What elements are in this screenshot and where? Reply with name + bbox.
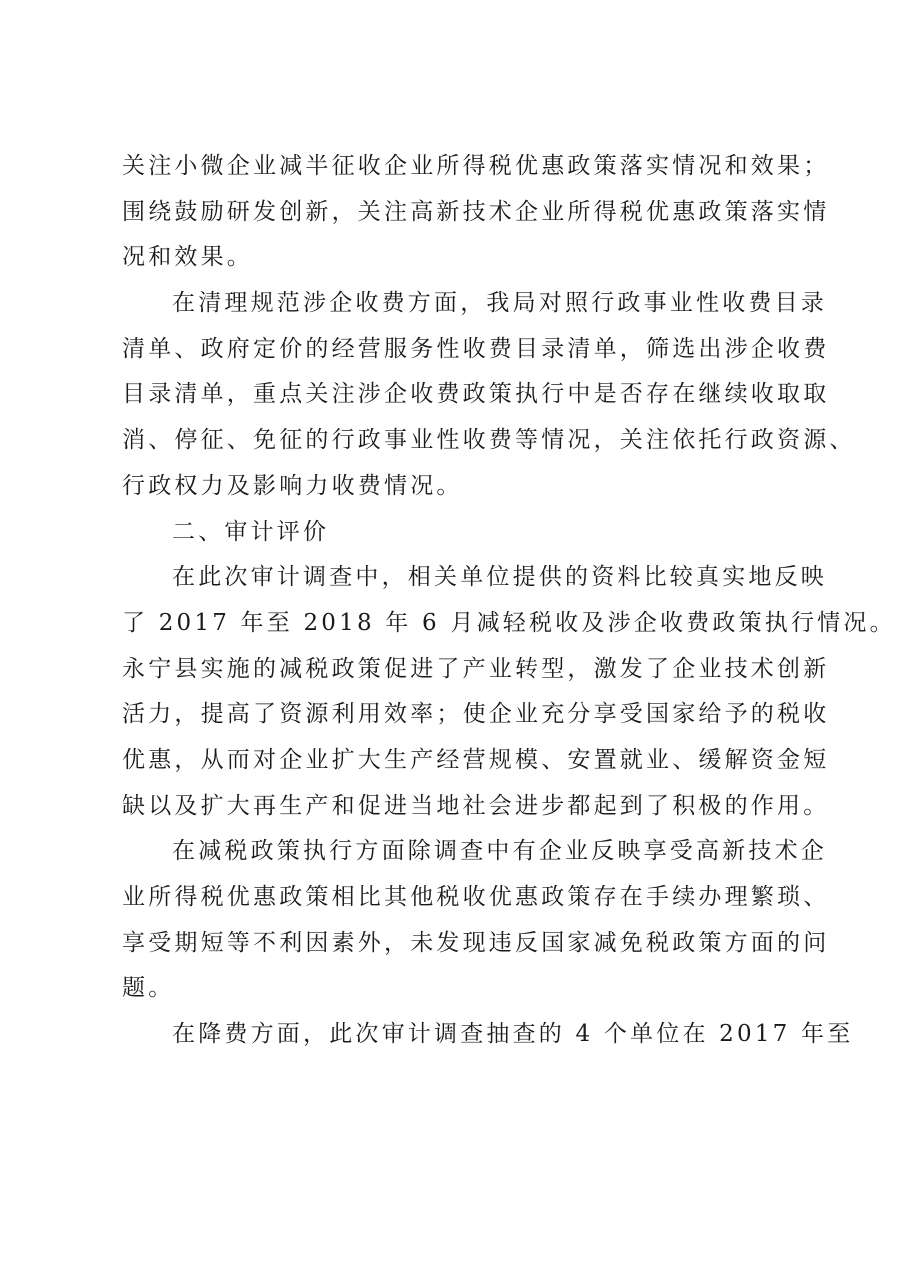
text-line: 业所得税优惠政策相比其他税收优惠政策存在手续办理繁琐、	[122, 884, 830, 910]
paragraph-start-line: 在清理规范涉企收费方面，我局对照行政事业性收费目录	[172, 290, 827, 317]
text-line: 关注小微企业减半征收企业所得税优惠政策落实情况和效果；	[122, 153, 830, 179]
text-line: 消、停征、免征的行政事业性收费等情况，关注依托行政资源、	[122, 427, 856, 454]
section-heading: 二、审计评价	[172, 518, 330, 545]
text-line: 清单、政府定价的经营服务性收费目录清单，筛选出涉企收费	[122, 335, 830, 362]
text-line: 享受期短等不利因素外，未发现违反国家减免税政策方面的问	[122, 929, 830, 956]
text-line: 活力，提高了资源利用效率；使企业充分享受国家给予的税收	[122, 701, 830, 728]
paragraph-start-line: 在减税政策执行方面除调查中有企业反映享受高新技术企	[172, 838, 827, 865]
text-line: 况和效果。	[122, 244, 253, 271]
paragraph-start-line: 在降费方面，此次审计调查抽查的 4 个单位在 2017 年至	[172, 1021, 854, 1048]
text-line: 缺以及扩大再生产和促进当地社会进步都起到了积极的作用。	[122, 792, 830, 819]
document-body	[122, 144, 896, 1058]
text-line: 优惠，从而对企业扩大生产经营规模、安置就业、缓解资金短	[122, 746, 830, 773]
paragraph-start-line: 在此次审计调查中，相关单位提供的资料比较真实地反映	[172, 564, 827, 591]
text-line: 行政权力及影响力收费情况。	[122, 472, 463, 499]
text-line: 永宁县实施的减税政策促进了产业转型，激发了企业技术创新	[122, 655, 830, 682]
text-line: 围绕鼓励研发创新，关注高新技术企业所得税优惠政策落实情	[122, 198, 830, 225]
text-line: 目录清单，重点关注涉企收费政策执行中是否存在继续收取取	[122, 381, 830, 408]
text-line: 了 2017 年至 2018 年 6 月减轻税收及涉企收费政策执行情况。	[122, 609, 896, 636]
text-line: 题。	[122, 975, 175, 1002]
